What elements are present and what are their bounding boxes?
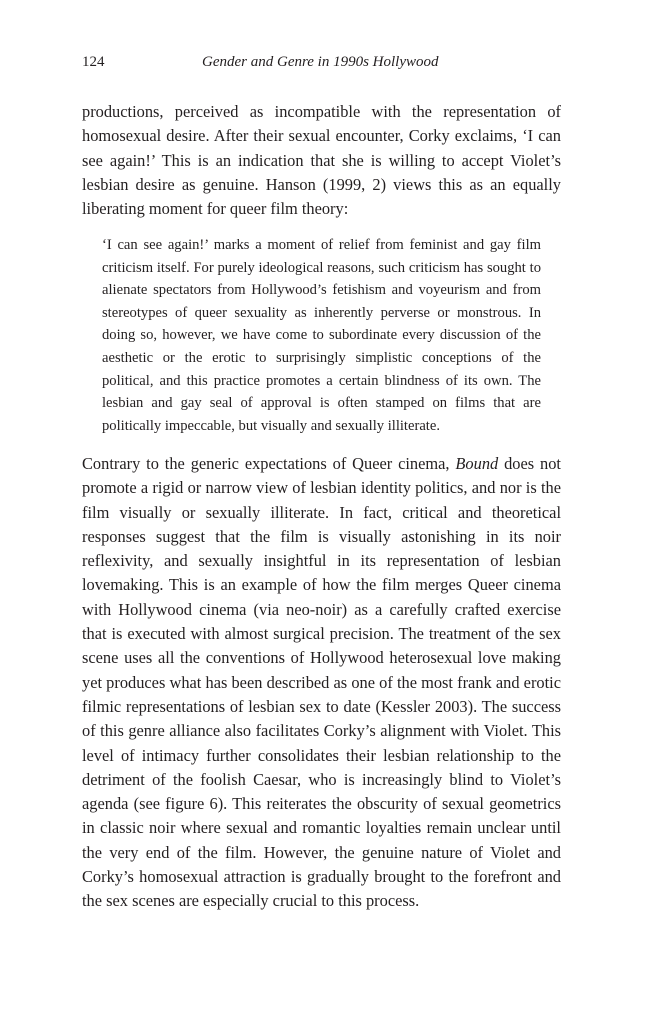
film-title: Bound	[455, 454, 499, 473]
paragraph-2-body: does not promote a rigid or narrow view of lesbian identity politics, and nor is the film visually or sexually illiterate. In fact, critical and theoretical responses suggest that the film is visually astonishing in its noir reflexivity, and sexually insightful in its representation of lesbian lovemaking. This is an example of how the film merges Queer cinema with Hollywood cinema (via neo-noir) as a carefully crafted exercise that is executed with almost surgical precision. The treatment of the sex scene uses all the conventions of Hollywood heterosexual love making yet produces what has been described as one of the most frank and erotic filmic representations of lesbian sex to date (Kessler 2003). The success of this genre alliance also facilitates Corky’s alignment with Violet. This level of intimacy further consolidates their lesbian relationship to the detriment of the foolish Caesar, who is increasingly blind to Violet’s agenda (see figure 6). This reiterates the obscurity of sexual geometrics in classic noir where sexual and romantic loyalties remain unclear until the very end of the film. However, the genuine nature of Violet and Corky’s homosexual attraction is gradually brought to the forefront and the sex scenes are especially crucial to this process.	[82, 454, 561, 911]
running-head: Gender and Genre in 1990s Hollywood	[202, 54, 439, 70]
paragraph-1: productions, perceived as incompatible with the representation of homosexual desire. After their sexual encounter, Corky exclaims, ‘I can see again!’ This is an indication that she is willing to accept Violet’s lesbian desire as genuine. Hanson (1999, 2) views this as an equally liberating moment for queer film theory:	[82, 102, 561, 219]
page-header	[82, 52, 562, 72]
page-number: 124	[82, 54, 105, 70]
paragraph-2-intro: Contrary to the generic expectations of Queer cinema,	[82, 454, 456, 473]
paragraph-2	[82, 452, 561, 914]
block-quote: ‘I can see again!’ marks a moment of relief from feminist and gay film criticism itself. For purely ideological reasons, such criticism has sought to alienate spectators from Hollywood’s fetishism and voyeurism and from stereotypes of queer sexuality as inherently perverse or monstrous. In doing so, however, we have come to subordinate every discussion of the aesthetic or the erotic to surprisingly simplistic conceptions of the political, and this practice promotes a certain blindness of its own. The lesbian and gay seal of approval is often stamped on films that are politically impeccable, but visually and sexually illiterate.	[102, 237, 541, 434]
